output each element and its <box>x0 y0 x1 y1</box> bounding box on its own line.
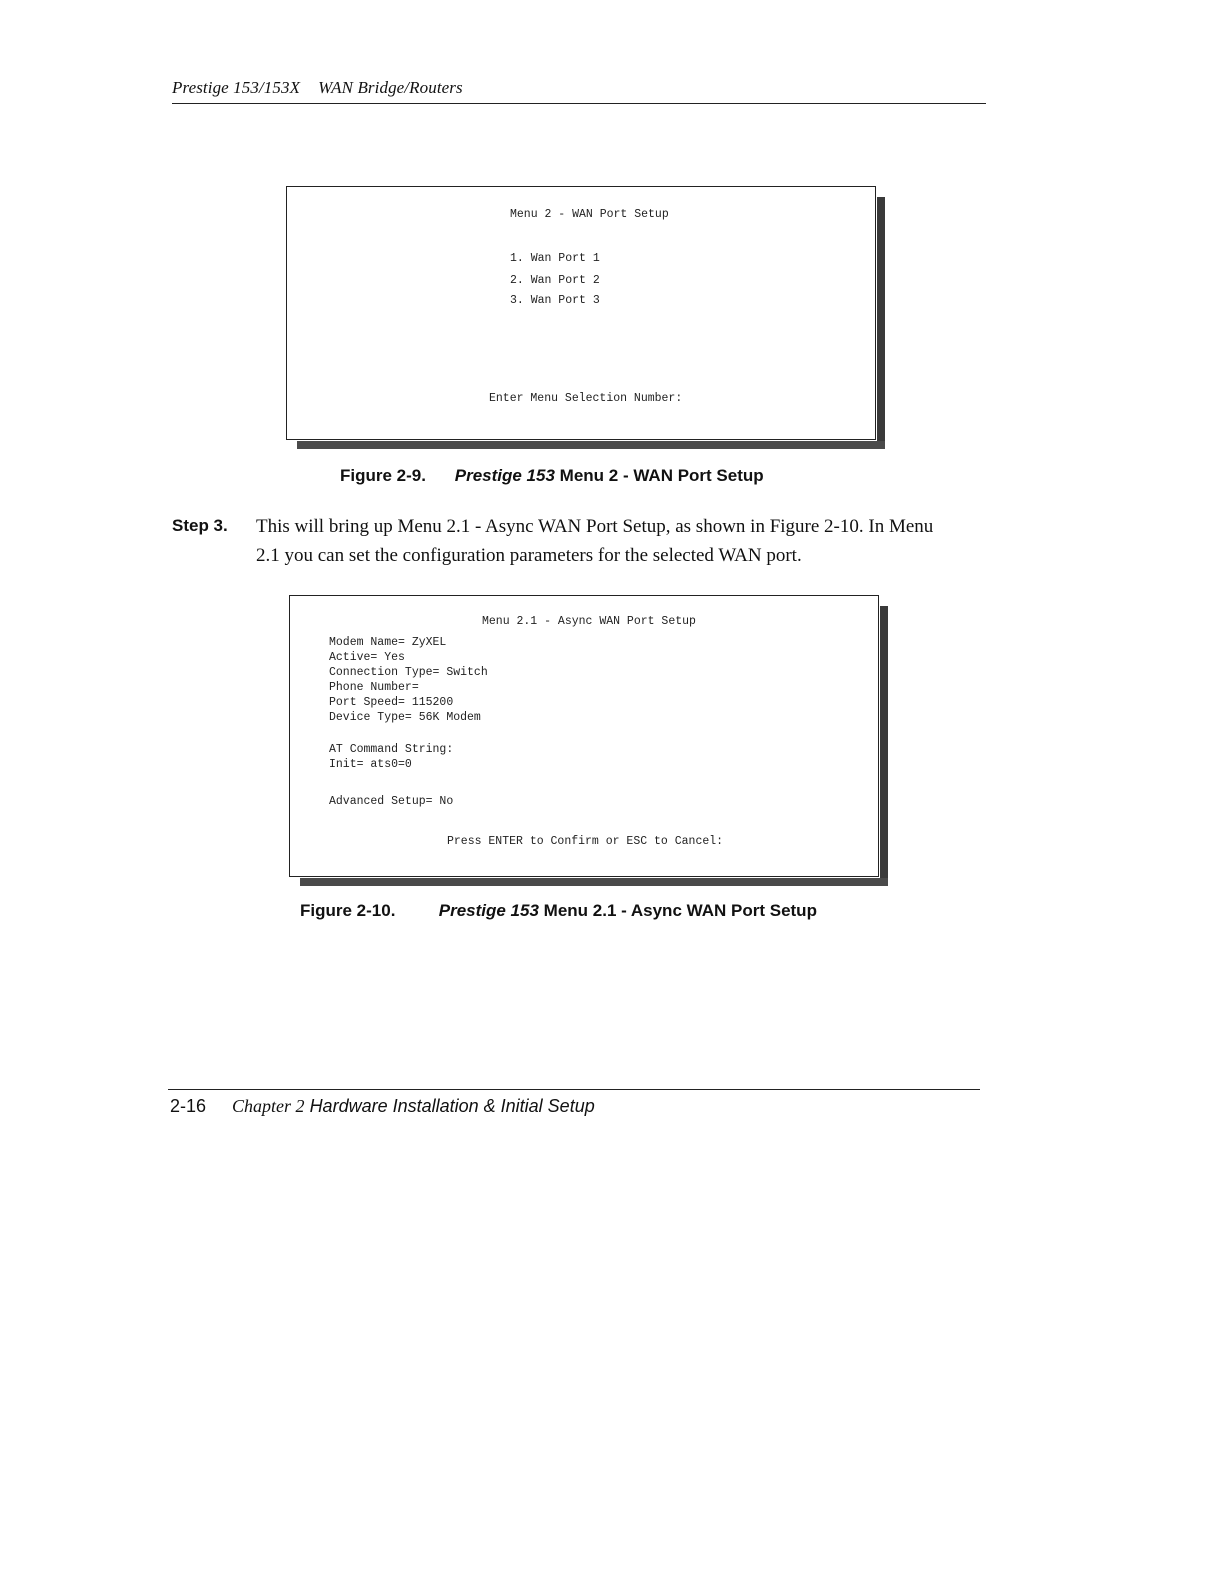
menu21-title: Menu 2.1 - Async WAN Port Setup <box>482 615 696 628</box>
menu2-title: Menu 2 - WAN Port Setup <box>510 208 669 221</box>
page-number: 2-16 <box>170 1096 207 1116</box>
field-connection-type: Connection Type= Switch <box>329 666 488 679</box>
menu2-item-1: 1. Wan Port 1 <box>510 252 600 265</box>
screen-shadow-bottom <box>300 878 888 886</box>
header-rule <box>172 103 986 104</box>
header-subtitle: WAN Bridge/Routers <box>318 78 463 97</box>
caption-product: Prestige 153 <box>454 466 555 485</box>
menu21-screen <box>289 595 879 877</box>
field-advanced-setup: Advanced Setup= No <box>329 795 454 808</box>
caption-product: Prestige 153 <box>438 901 539 920</box>
figure-2-10-caption <box>300 901 817 921</box>
figure-2-9-caption <box>340 466 764 486</box>
caption-text: Menu 2 - WAN Port Setup <box>559 466 764 485</box>
page-footer <box>170 1096 595 1117</box>
caption-number: Figure 2-9. <box>340 466 426 485</box>
footer-title: Hardware Installation & Initial Setup <box>309 1096 595 1116</box>
menu2-prompt: Enter Menu Selection Number: <box>489 392 683 405</box>
field-init: Init= ats0=0 <box>329 758 412 771</box>
field-active: Active= Yes <box>329 651 405 664</box>
field-modem-name: Modem Name= ZyXEL <box>329 636 447 649</box>
field-phone-number: Phone Number= <box>329 681 419 694</box>
footer-rule <box>168 1089 980 1090</box>
menu2-item-3: 3. Wan Port 3 <box>510 294 600 307</box>
field-port-speed: Port Speed= 115200 <box>329 696 454 709</box>
step-text: This will bring up Menu 2.1 - Async WAN Port Setup, as shown in Figure 2-10. In Menu 2.1 you can set the configuration parameters for the selected WAN port. <box>256 516 934 566</box>
step-label: Step 3. <box>172 516 228 535</box>
header-product: Prestige 153/153X <box>172 78 301 97</box>
screen-shadow-right <box>880 606 888 886</box>
menu21-prompt: Press ENTER to Confirm or ESC to Cancel: <box>447 835 724 848</box>
screen-shadow-bottom <box>297 441 885 449</box>
caption-text: Menu 2.1 - Async WAN Port Setup <box>543 901 817 920</box>
screen-shadow-right <box>877 197 885 449</box>
field-device-type: Device Type= 56K Modem <box>329 711 481 724</box>
footer-chapter: Chapter 2 <box>232 1096 305 1116</box>
running-header <box>172 78 463 98</box>
at-command-label: AT Command String: <box>329 743 454 756</box>
menu2-screen <box>286 186 876 440</box>
menu2-item-2: 2. Wan Port 2 <box>510 274 600 287</box>
caption-number: Figure 2-10. <box>300 901 396 920</box>
